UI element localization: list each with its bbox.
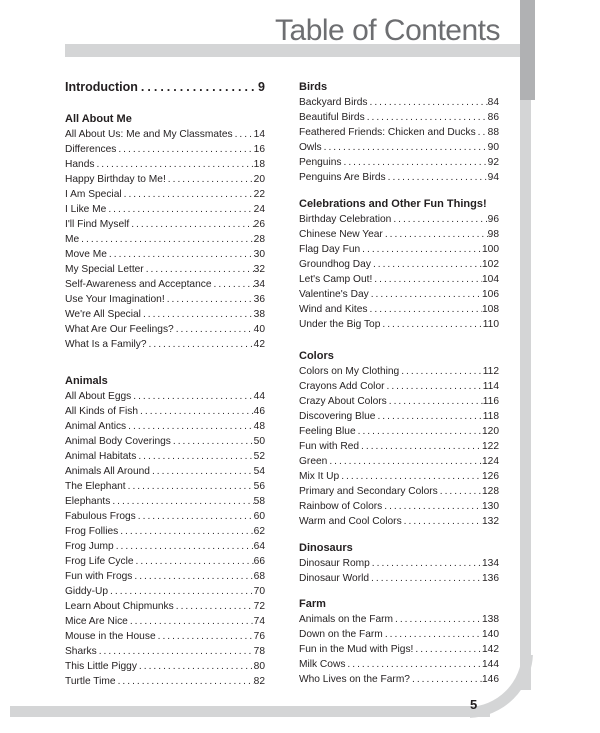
entry-title: Mix It Up [299,471,340,482]
entry-page: 80 [253,661,265,672]
entry-page: 86 [487,112,499,123]
dot-leader [147,337,254,352]
dot-leader [212,277,254,292]
dot-leader [368,302,482,317]
toc-entry[interactable] [65,599,265,614]
dot-leader [360,242,482,257]
dot-leader [138,404,254,419]
entry-page: 146 [482,674,499,685]
toc-entry[interactable] [65,629,265,644]
entry-page: 36 [253,294,265,305]
page-title: Table of Contents [275,14,500,47]
entry-title: We're All Special [65,309,141,320]
toc-entry[interactable] [299,642,499,657]
toc-entry[interactable] [65,217,265,232]
entry-page: 34 [253,279,265,290]
toc-entry[interactable] [299,627,499,642]
dot-leader [382,499,482,514]
entry-title: Mouse in the House [65,631,156,642]
dot-leader [150,464,254,479]
entry-page: 56 [253,481,265,492]
toc-entry[interactable] [65,659,265,674]
entry-page: 54 [253,466,265,477]
entry-page: 62 [253,526,265,537]
entry-title: My Special Letter [65,264,144,275]
toc-entry[interactable] [299,454,499,469]
entry-page: 112 [482,366,499,377]
entry-title: Fun in the Mud with Pigs! [299,644,414,655]
dot-leader [371,257,482,272]
entry-page: 32 [253,264,265,275]
entry-page: 18 [253,159,265,170]
entry-page: 60 [253,511,265,522]
entry-page: 130 [482,501,499,512]
entry-title: Crazy About Colors [299,396,387,407]
entry-page: 82 [253,676,265,687]
entry-title: Animal Body Coverings [65,436,171,447]
dot-leader [322,140,488,155]
dot-leader [79,232,254,247]
entry-page: 138 [482,614,499,625]
dot-leader [126,419,254,434]
toc-entry[interactable] [65,614,265,629]
entry-title: Dinosaur World [299,573,370,584]
dot-leader [110,494,253,509]
entry-page: 104 [482,274,499,285]
toc-entry[interactable] [65,127,265,142]
entry-page: 16 [253,144,265,155]
decorative-right-border [520,100,531,690]
dot-leader [383,627,482,642]
dot-leader [438,484,482,499]
toc-entry[interactable] [65,142,265,157]
entry-page: 102 [482,259,499,270]
toc-entry[interactable] [65,584,265,599]
entry-title: Chinese New Year [299,229,383,240]
entry-title: Wind and Kites [299,304,368,315]
section-heading: Colors [299,350,334,362]
entry-title: Animals All Around [65,466,150,477]
entry-page: 28 [253,234,265,245]
entry-title: Feeling Blue [299,426,356,437]
entry-title: Sharks [65,646,97,657]
entry-title: Valentine's Day [299,289,369,300]
dot-leader [369,287,482,302]
toc-entry[interactable] [299,212,499,227]
entry-title: All About Eggs [65,391,132,402]
entry-page: 92 [487,157,499,168]
section-heading: Farm [299,598,326,610]
entry-title: Backyard Birds [299,97,368,108]
toc-entry[interactable] [299,227,499,242]
toc-section [299,597,499,687]
toc-entry[interactable] [65,569,265,584]
entry-page: 48 [253,421,265,432]
entry-title: Down on the Farm [299,629,383,640]
toc-entry[interactable] [65,539,265,554]
entry-title: I Like Me [65,204,107,215]
entry-page: 100 [482,244,499,255]
entry-title: Move Me [65,249,107,260]
toc-entry[interactable] [299,672,499,687]
toc-entry[interactable] [299,657,499,672]
toc-section [65,374,265,689]
entry-title: Self-Awareness and Acceptance [65,279,212,290]
entry-title: Frog Follies [65,526,119,537]
toc-entry[interactable] [299,170,499,185]
toc-entry[interactable] [299,155,499,170]
dot-leader [413,642,482,657]
toc-entry[interactable] [299,242,499,257]
dot-leader [174,322,254,337]
entry-page: 110 [482,319,499,330]
dot-leader [339,469,482,484]
toc-entry[interactable] [299,125,499,140]
entry-title: Fabulous Frogs [65,511,136,522]
toc-entry[interactable] [65,644,265,659]
dot-leader [122,187,254,202]
entry-page: 140 [482,629,499,640]
toc-entry[interactable] [65,524,265,539]
entry-title: Milk Cows [299,659,346,670]
toc-entry[interactable] [65,554,265,569]
dot-leader [94,157,253,172]
dot-leader [131,389,253,404]
toc-left-column [65,80,265,689]
toc-entry[interactable] [65,157,265,172]
dot-leader [126,479,254,494]
entry-title: Animal Habitats [65,451,137,462]
entry-title: Owls [299,142,322,153]
entry-title: I Am Special [65,189,122,200]
toc-entry[interactable] [299,571,499,586]
toc-entry[interactable] [65,509,265,524]
section-heading: Birds [299,81,328,93]
dot-leader [391,212,487,227]
dot-leader [128,614,254,629]
toc-entry[interactable] [65,479,265,494]
dot-leader [118,524,253,539]
entry-title: Colors on My Clothing [299,366,400,377]
dot-leader [144,262,254,277]
entry-page: 46 [253,406,265,417]
entry-title: Penguins Are Birds [299,172,386,183]
entry-title: Fun with Frogs [65,571,133,582]
toc-section [299,541,499,586]
dot-leader [106,202,253,217]
toc-entry[interactable] [299,379,499,394]
toc-entry[interactable] [65,494,265,509]
section-heading: Dinosaurs [299,542,353,554]
entry-page: 72 [253,601,265,612]
entry-title: Primary and Secondary Colors [299,486,438,497]
entry-page: 40 [253,324,265,335]
dot-leader [372,272,482,287]
toc-entry[interactable] [299,364,499,379]
toc-entry[interactable] [65,449,265,464]
dot-leader [116,142,253,157]
toc-entry[interactable] [299,514,499,529]
dot-leader [166,172,254,187]
entry-page: 42 [253,339,265,350]
entry-page: 96 [487,214,499,225]
dot-leader [393,612,482,627]
dot-leader [399,364,483,379]
toc-entry[interactable] [65,202,265,217]
dot-leader [359,439,482,454]
toc-entry[interactable] [299,302,499,317]
dot-leader [136,509,254,524]
dot-leader [327,454,482,469]
toc-entry[interactable] [299,469,499,484]
entry-page: 64 [253,541,265,552]
entry-page: 66 [253,556,265,567]
entry-page: 118 [482,411,499,422]
entry-page: 78 [253,646,265,657]
entry-title: Introduction [65,80,138,94]
entry-title: Under the Big Top [299,319,381,330]
dot-leader [387,394,483,409]
entry-title: All About Us: Me and My Classmates [65,129,233,140]
toc-entry[interactable] [299,140,499,155]
toc-entry[interactable] [299,272,499,287]
entry-title: Groundhog Day [299,259,371,270]
entry-page: 114 [482,381,499,392]
entry-page: 38 [253,309,265,320]
entry-page: 68 [253,571,265,582]
entry-page: 9 [258,80,265,94]
entry-page: 14 [253,129,265,140]
toc-entry[interactable] [65,187,265,202]
dot-leader [171,434,254,449]
entry-page: 24 [253,204,265,215]
entry-title: Differences [65,144,117,155]
entry-title: Learn About Chipmunks [65,601,174,612]
toc-entry[interactable] [65,337,265,352]
dot-leader [132,569,253,584]
toc-entry[interactable] [299,257,499,272]
dot-leader [137,659,254,674]
entry-page: 126 [482,471,499,482]
dot-leader [356,424,482,439]
entry-page: 84 [487,97,499,108]
dot-leader [341,155,487,170]
toc-entry[interactable] [65,277,265,292]
entry-title: Discovering Blue [299,411,376,422]
toc-entry[interactable] [299,317,499,332]
entry-title: Use Your Imagination! [65,294,165,305]
entry-page: 52 [253,451,265,462]
entry-page: 50 [253,436,265,447]
toc-entry[interactable] [65,247,265,262]
entry-page: 108 [482,304,499,315]
entry-page: 90 [487,142,499,153]
dot-leader [156,629,254,644]
entry-page: 44 [253,391,265,402]
dot-leader [386,170,488,185]
dot-leader [233,127,254,142]
toc-entry[interactable] [65,419,265,434]
dot-leader [174,599,254,614]
toc-entry[interactable] [299,499,499,514]
section-heading: Animals [65,375,108,387]
toc-entry[interactable] [299,95,499,110]
toc-entry[interactable] [299,612,499,627]
entry-page: 22 [253,189,265,200]
toc-entry[interactable] [65,674,265,689]
toc-entry[interactable] [65,292,265,307]
entry-title: Birthday Celebration [299,214,392,225]
decorative-bottom-bar [10,706,490,717]
entry-title: Mice Are Nice [65,616,128,627]
toc-entry[interactable] [65,389,265,404]
toc-entry[interactable] [299,287,499,302]
entry-title: Warm and Cool Colors [299,516,402,527]
entry-title: I'll Find Myself [65,219,130,230]
dot-leader [383,227,488,242]
entry-page: 120 [482,426,499,437]
entry-page: 58 [253,496,265,507]
entry-title: Crayons Add Color [299,381,385,392]
entry-title: Beautiful Birds [299,112,365,123]
entry-page: 136 [482,573,499,584]
entry-page: 128 [482,486,499,497]
entry-title: All Kinds of Fish [65,406,139,417]
entry-page: 26 [253,219,265,230]
entry-page: 88 [487,127,499,138]
entry-title: Animals on the Farm [299,614,393,625]
entry-title: Penguins [299,157,342,168]
entry-page: 132 [482,516,499,527]
section-heading: Celebrations and Other Fun Things! [299,198,487,210]
entry-page: 98 [487,229,499,240]
entry-page: 144 [482,659,499,670]
dot-leader [385,379,483,394]
entry-title: Feathered Friends: Chicken and Ducks [299,127,476,138]
decorative-right-bar [520,0,535,100]
dot-leader [345,657,482,672]
entry-title: Green [299,456,328,467]
entry-title: Frog Life Cycle [65,556,134,567]
dot-leader [108,584,254,599]
dot-leader [410,672,482,687]
toc-entry[interactable] [299,424,499,439]
toc-section [65,112,265,352]
dot-leader [97,644,254,659]
entry-title: Giddy-Up [65,586,109,597]
entry-title: What Are Our Feelings? [65,324,174,335]
dot-leader [476,125,488,140]
toc-section [299,80,499,185]
entry-page: 74 [253,616,265,627]
toc-entry[interactable] [65,404,265,419]
entry-page: 116 [482,396,499,407]
toc-entry[interactable] [65,464,265,479]
dot-leader [370,556,482,571]
entry-title: Hands [65,159,95,170]
entry-title: The Elephant [65,481,126,492]
toc-entry[interactable] [65,307,265,322]
entry-page: 20 [253,174,265,185]
entry-title: Elephants [65,496,111,507]
entry-page: 106 [482,289,499,300]
entry-title: This Little Piggy [65,661,137,672]
entry-title: Turtle Time [65,676,116,687]
entry-page: 76 [253,631,265,642]
entry-title: Let's Camp Out! [299,274,373,285]
section-heading: All About Me [65,113,132,125]
toc-section [299,349,499,529]
entry-page: 30 [253,249,265,260]
dot-leader [136,449,253,464]
entry-title: What Is a Family? [65,339,147,350]
toc-entry[interactable] [65,434,265,449]
dot-leader [134,554,254,569]
dot-leader [138,80,258,95]
dot-leader [107,247,254,262]
entry-title: Animal Antics [65,421,127,432]
dot-leader [129,217,253,232]
toc-entry[interactable] [65,232,265,247]
dot-leader [165,292,254,307]
dot-leader [116,674,254,689]
dot-leader [365,110,488,125]
entry-page: 70 [253,586,265,597]
toc-entry[interactable] [299,556,499,571]
toc-entry[interactable] [299,110,499,125]
dot-leader [368,95,488,110]
toc-entry[interactable] [299,394,499,409]
entry-page: 142 [482,644,499,655]
toc-entry-introduction[interactable] [65,80,265,95]
entry-title: Who Lives on the Farm? [299,674,410,685]
dot-leader [369,571,482,586]
page-number: 5 [470,697,478,712]
entry-page: 122 [482,441,499,452]
entry-page: 94 [487,172,499,183]
toc-entry[interactable] [65,172,265,187]
toc-entry[interactable] [299,409,499,424]
toc-entry[interactable] [299,484,499,499]
toc-right-column [299,80,499,687]
dot-leader [402,514,482,529]
entry-title: Frog Jump [65,541,114,552]
toc-entry[interactable] [65,262,265,277]
entry-title: Flag Day Fun [299,244,361,255]
entry-title: Me [65,234,80,245]
dot-leader [380,317,482,332]
entry-page: 134 [482,558,499,569]
entry-title: Dinosaur Romp [299,558,370,569]
entry-title: Rainbow of Colors [299,501,383,512]
entry-title: Happy Birthday to Me! [65,174,166,185]
toc-entry[interactable] [299,439,499,454]
entry-title: Fun with Red [299,441,360,452]
toc-entry[interactable] [65,322,265,337]
entry-page: 124 [482,456,499,467]
toc-section [299,197,499,332]
dot-leader [114,539,254,554]
dot-leader [375,409,482,424]
dot-leader [141,307,254,322]
